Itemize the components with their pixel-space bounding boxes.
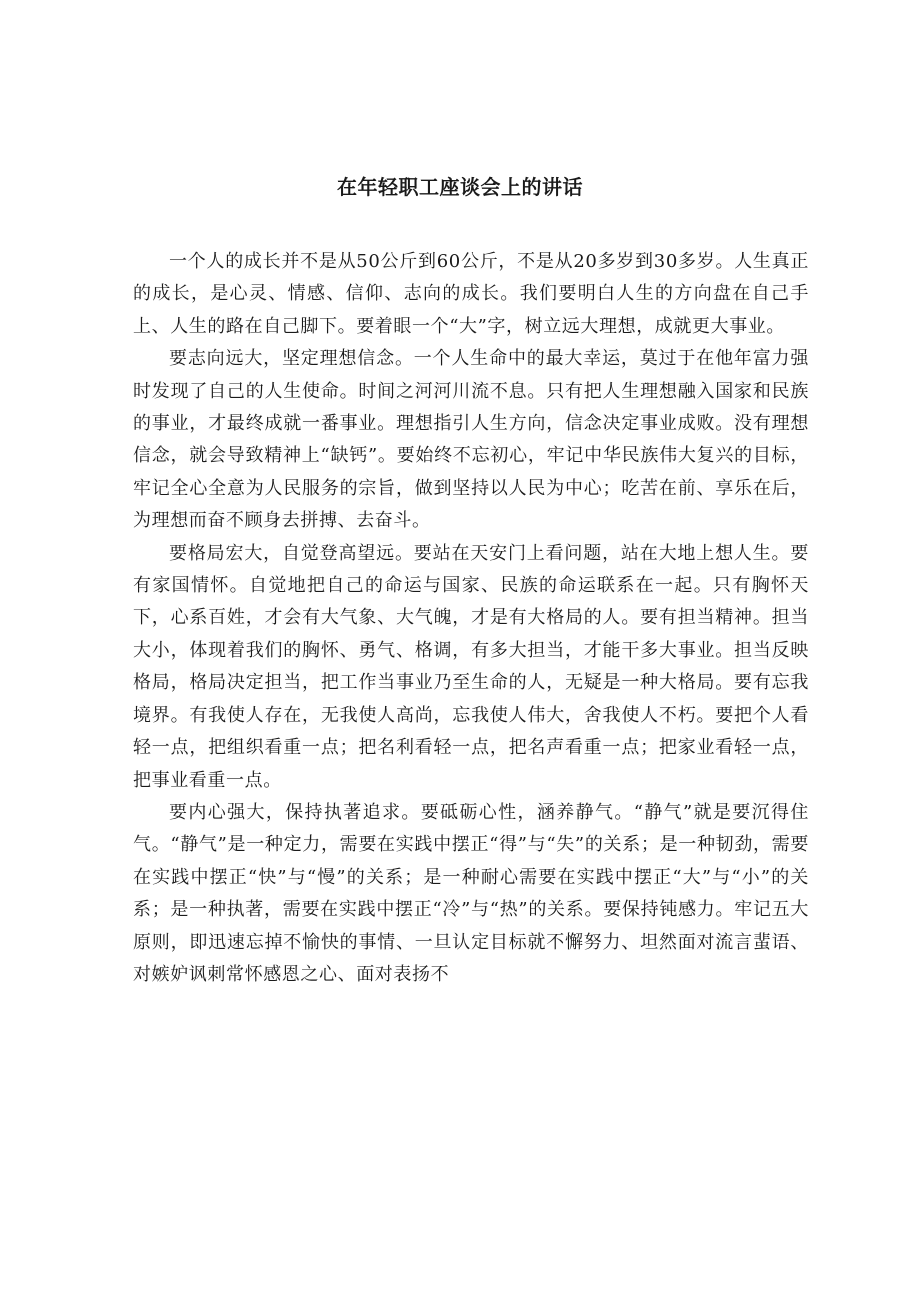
paragraph-intro: 一个人的成长并不是从50公斤到60公斤，不是从20多岁到30多岁。人生真正的成长，是心灵、情感、信仰、志向的成长。我们要明白人生的方向盘在自己手上、人生的路在自己脚下。要着眼一个“大”字，树立远大理想，成就更大事业。 <box>133 251 809 337</box>
paragraph-inner-strength: 要内心强大，保持执著追求。要砥砺心性，涵养静气。“静气”就是要沉得住气。“静气”是一种定力，需要在实践中摆正“得”与“失”的关系；是一种韧劲，需要在实践中摆正“快”与“慢”的关系；是一种耐心需要在实践中摆正“大”与“小”的关系；是一种执著，需要在实践中摆正“冷”与“热”的关系。要保持钝感力。牢记五大原则，即迅速忘掉不愉快的事情、一旦认定目标就不懈努力、坦然面对流言蜚语、对嫉妒讽刺常怀感恩之心、面对表扬不 <box>133 801 809 985</box>
document-title: 在年轻职工座谈会上的讲话 <box>337 175 583 199</box>
paragraph-vision: 要格局宏大，自觉登高望远。要站在天安门上看问题，站在大地上想人生。要有家国情怀。自觉地把自己的命运与国家、民族的命运联系在一起。只有胸怀天下，心系百姓，才会有大气象、大气魄，才是有大格局的人。要有担当精神。担当大小，体现着我们的胸怀、勇气、格调，有多大担当，才能干多大事业。担当反映格局，格局决定担当，把工作当事业乃至生命的人，无疑是一种大格局。要有忘我境界。有我使人存在，无我使人高尚，忘我使人伟大，舍我使人不朽。要把个人看轻一点，把组织看重一点；把名利看轻一点，把名声看重一点；把家业看轻一点，把事业看重一点。 <box>133 542 809 791</box>
document-body <box>133 246 809 991</box>
paragraph-ambition: 要志向远大，坚定理想信念。一个人生命中的最大幸运，莫过于在他年富力强时发现了自己的人生使命。时间之河河川流不息。只有把人生理想融入国家和民族的事业，才最终成就一番事业。理想指引人生方向，信念决定事业成败。没有理想信念，就会导致精神上“缺钙”。要始终不忘初心，牢记中华民族伟大复兴的目标，牢记全心全意为人民服务的宗旨，做到坚持以人民为中心；吃苦在前、享乐在后，为理想而奋不顾身去拼搏、去奋斗。 <box>133 348 809 532</box>
